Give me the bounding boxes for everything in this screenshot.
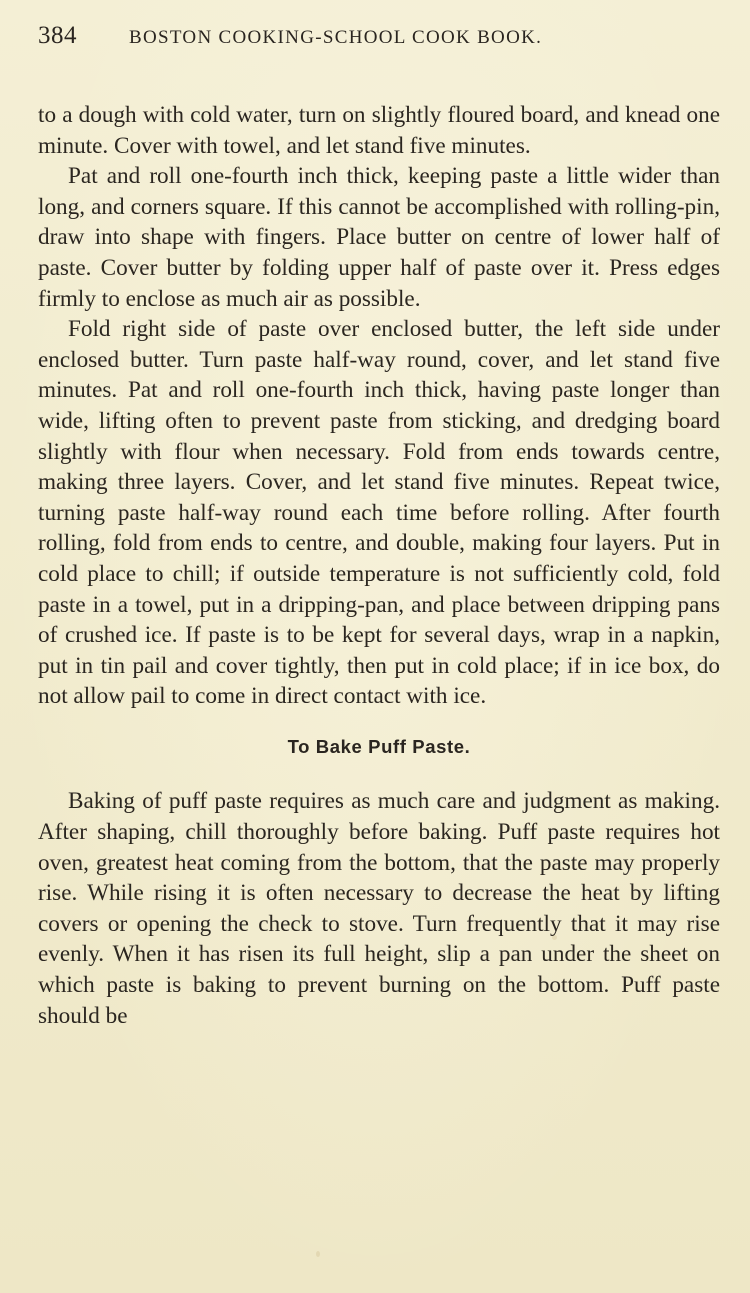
paragraph-fold-right-side: Fold right side of paste over enclosed butter, the left side under enclosed butter. Turn paste half-way round, cover, and let stand five minutes. Pat and roll one-fourth inch thick, having paste longer than wide, lifting often to prevent paste from sticking, and dredging board slightly with flour when necessary. Fold from ends towards centre, making three layers. Cover, and let stand five minutes. Repeat twice, turning paste half-way round each time before rolling. After fourth rolling, fold from ends to centre, and double, making four layers. Put in cold place to chill; if outside temperature is not sufficiently cold, fold paste in a towel, put in a dripping-pan, and place between dripping pans of crushed ice. If paste is to be kept for several days, wrap in a napkin, put in tin pail and cover tightly, then put in cold place; if in ice box, do not allow pail to come in direct contact with ice. [38,316,720,710]
running-head [38,22,720,56]
body-text [38,100,720,1031]
paper-spot [316,1251,320,1257]
section-heading: To Bake Puff Paste. [287,735,471,757]
paragraph-baking: Baking of puff paste requires as much care and judgment as making. After shaping, chill thoroughly before baking. Puff paste requires hot oven, greatest heat coming from the bottom, that the paste may properly rise. While rising it is often necessary to decrease the heat by lifting covers or opening the check to stove. Turn frequently that it may rise evenly. When it has risen its full height, slip a pan under the sheet on which paste is baking to prevent burning on the bottom. Puff paste should be [38,788,720,1029]
paragraph-continuation: to a dough with cold water, turn on slightly floured board, and knead one minute. Cover with towel, and let stand five minutes. [38,102,720,159]
page-number: 384 [38,22,77,49]
paragraph-pat-and-roll: Pat and roll one-fourth inch thick, keeping paste a little wider than long, and corners square. If this cannot be accomplished with rolling-pin, draw into shape with fingers. Place butter on centre of lower half of paste. Cover butter by folding upper half of paste over it. Press edges firmly to enclose as much air as possible. [38,163,720,312]
paper-spot [552,935,557,940]
book-title: BOSTON COOKING-SCHOOL COOK BOOK. [129,27,543,48]
